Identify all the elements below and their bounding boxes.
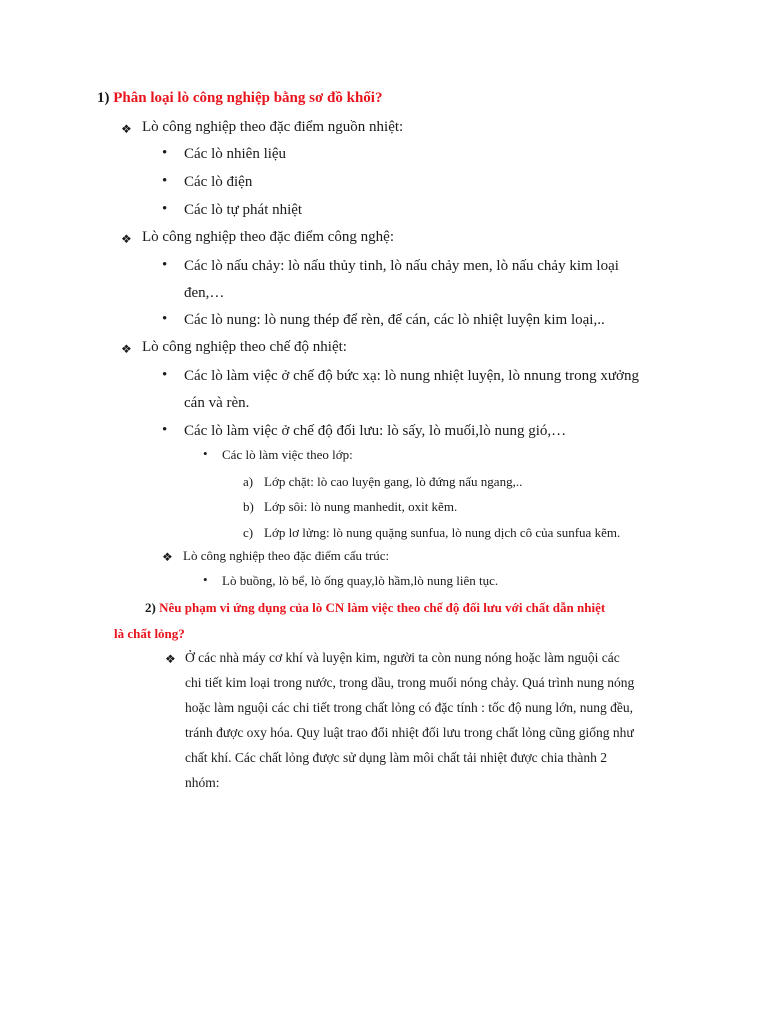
diamond-bullet-icon: ❖ bbox=[121, 342, 132, 356]
diamond-bullet-icon: ❖ bbox=[165, 652, 176, 666]
paragraph-line: tránh được oxy hóa. Quy luật trao đổi nhiệt đối lưu trong chất lỏng cũng giống như bbox=[185, 725, 634, 740]
list-item-continuation: cán và rèn. bbox=[184, 395, 250, 411]
list-item: Các lò nung: lò nung thép để rèn, để cán, các lò nhiệt luyện kim loại,.. bbox=[184, 312, 605, 328]
q2-heading bbox=[145, 600, 605, 616]
q2-title-line2: là chất lỏng? bbox=[114, 626, 185, 641]
bullet-icon: • bbox=[203, 446, 208, 461]
bullet-icon: • bbox=[162, 367, 168, 383]
bullet-icon: • bbox=[162, 422, 168, 438]
sub-item: Lớp sôi: lò nung manhedit, oxit kẽm. bbox=[264, 499, 458, 514]
list-item: Các lò làm việc ở chế độ đối lưu: lò sấy, lò muối,lò nung gió,… bbox=[184, 423, 567, 439]
paragraph-line: chất khí. Các chất lỏng được sử dụng làm môi chất tải nhiệt được chia thành 2 bbox=[185, 750, 607, 765]
diamond-bullet-icon: ❖ bbox=[121, 122, 132, 136]
q1-title: Phân loại lò công nghiệp bằng sơ đồ khối? bbox=[113, 90, 383, 106]
answer-paragraph bbox=[185, 645, 658, 795]
paragraph-line: hoặc làm nguội các chi tiết trong chất lỏng có đặc tính : tốc độ nung lớn, nung đều, bbox=[185, 700, 634, 715]
group-label: Lò công nghiệp theo đặc điểm cấu trúc: bbox=[183, 548, 390, 563]
q1-number: 1) bbox=[97, 90, 110, 106]
bullet-icon: • bbox=[162, 145, 168, 161]
list-item: Lò buồng, lò bể, lò ống quay,lò hầm,lò nung liên tục. bbox=[222, 573, 499, 588]
list-item: Các lò điện bbox=[184, 174, 253, 190]
bullet-icon: • bbox=[203, 572, 208, 587]
q2-number: 2) bbox=[145, 600, 156, 615]
list-item-continuation: đen,… bbox=[184, 285, 225, 301]
list-item: Các lò nhiên liệu bbox=[184, 146, 287, 162]
sub-item-mark: b) bbox=[243, 499, 254, 514]
paragraph-line: nhóm: bbox=[185, 775, 220, 790]
bullet-icon: • bbox=[162, 201, 168, 217]
paragraph-line: chi tiết kim loại trong nước, trong dầu, trong muối nóng chảy. Quá trình nung nóng bbox=[185, 675, 635, 690]
paragraph-line: Ở các nhà máy cơ khí và luyện kim, người ta còn nung nóng hoặc làm nguội các bbox=[185, 650, 620, 665]
list-item: Các lò tự phát nhiệt bbox=[184, 202, 303, 218]
diamond-bullet-icon: ❖ bbox=[121, 232, 132, 246]
q1-heading bbox=[97, 90, 382, 107]
bullet-icon: • bbox=[162, 311, 168, 327]
group-label: Lò công nghiệp theo đặc điểm nguồn nhiệt: bbox=[142, 119, 404, 135]
group-label: Lò công nghiệp theo đặc điểm công nghệ: bbox=[142, 229, 395, 245]
bullet-icon: • bbox=[162, 173, 168, 189]
bullet-icon: • bbox=[162, 257, 168, 273]
sub-item-mark: a) bbox=[243, 474, 254, 489]
sub-item: Lớp lơ lửng: lò nung quặng sunfua, lò nung dịch cô của sunfua kẽm. bbox=[264, 525, 621, 540]
sub-list-label: Các lò làm việc theo lớp: bbox=[222, 447, 353, 462]
sub-item-mark: c) bbox=[243, 525, 254, 540]
group-label: Lò công nghiệp theo chế độ nhiệt: bbox=[142, 339, 347, 355]
diamond-bullet-icon: ❖ bbox=[162, 550, 173, 564]
q2-title-line1: Nêu phạm vi ứng dụng của lò CN làm việc theo chế độ đối lưu với chất dẫn nhiệt bbox=[159, 600, 606, 615]
list-item: Các lò làm việc ở chế độ bức xạ: lò nung nhiệt luyện, lò nnung trong xưởng bbox=[184, 368, 639, 384]
list-item: Các lò nấu chảy: lò nấu thủy tinh, lò nấu chảy men, lò nấu chảy kim loại bbox=[184, 258, 619, 274]
sub-item: Lớp chặt: lò cao luyện gang, lò đứng nấu ngang,.. bbox=[264, 474, 523, 489]
